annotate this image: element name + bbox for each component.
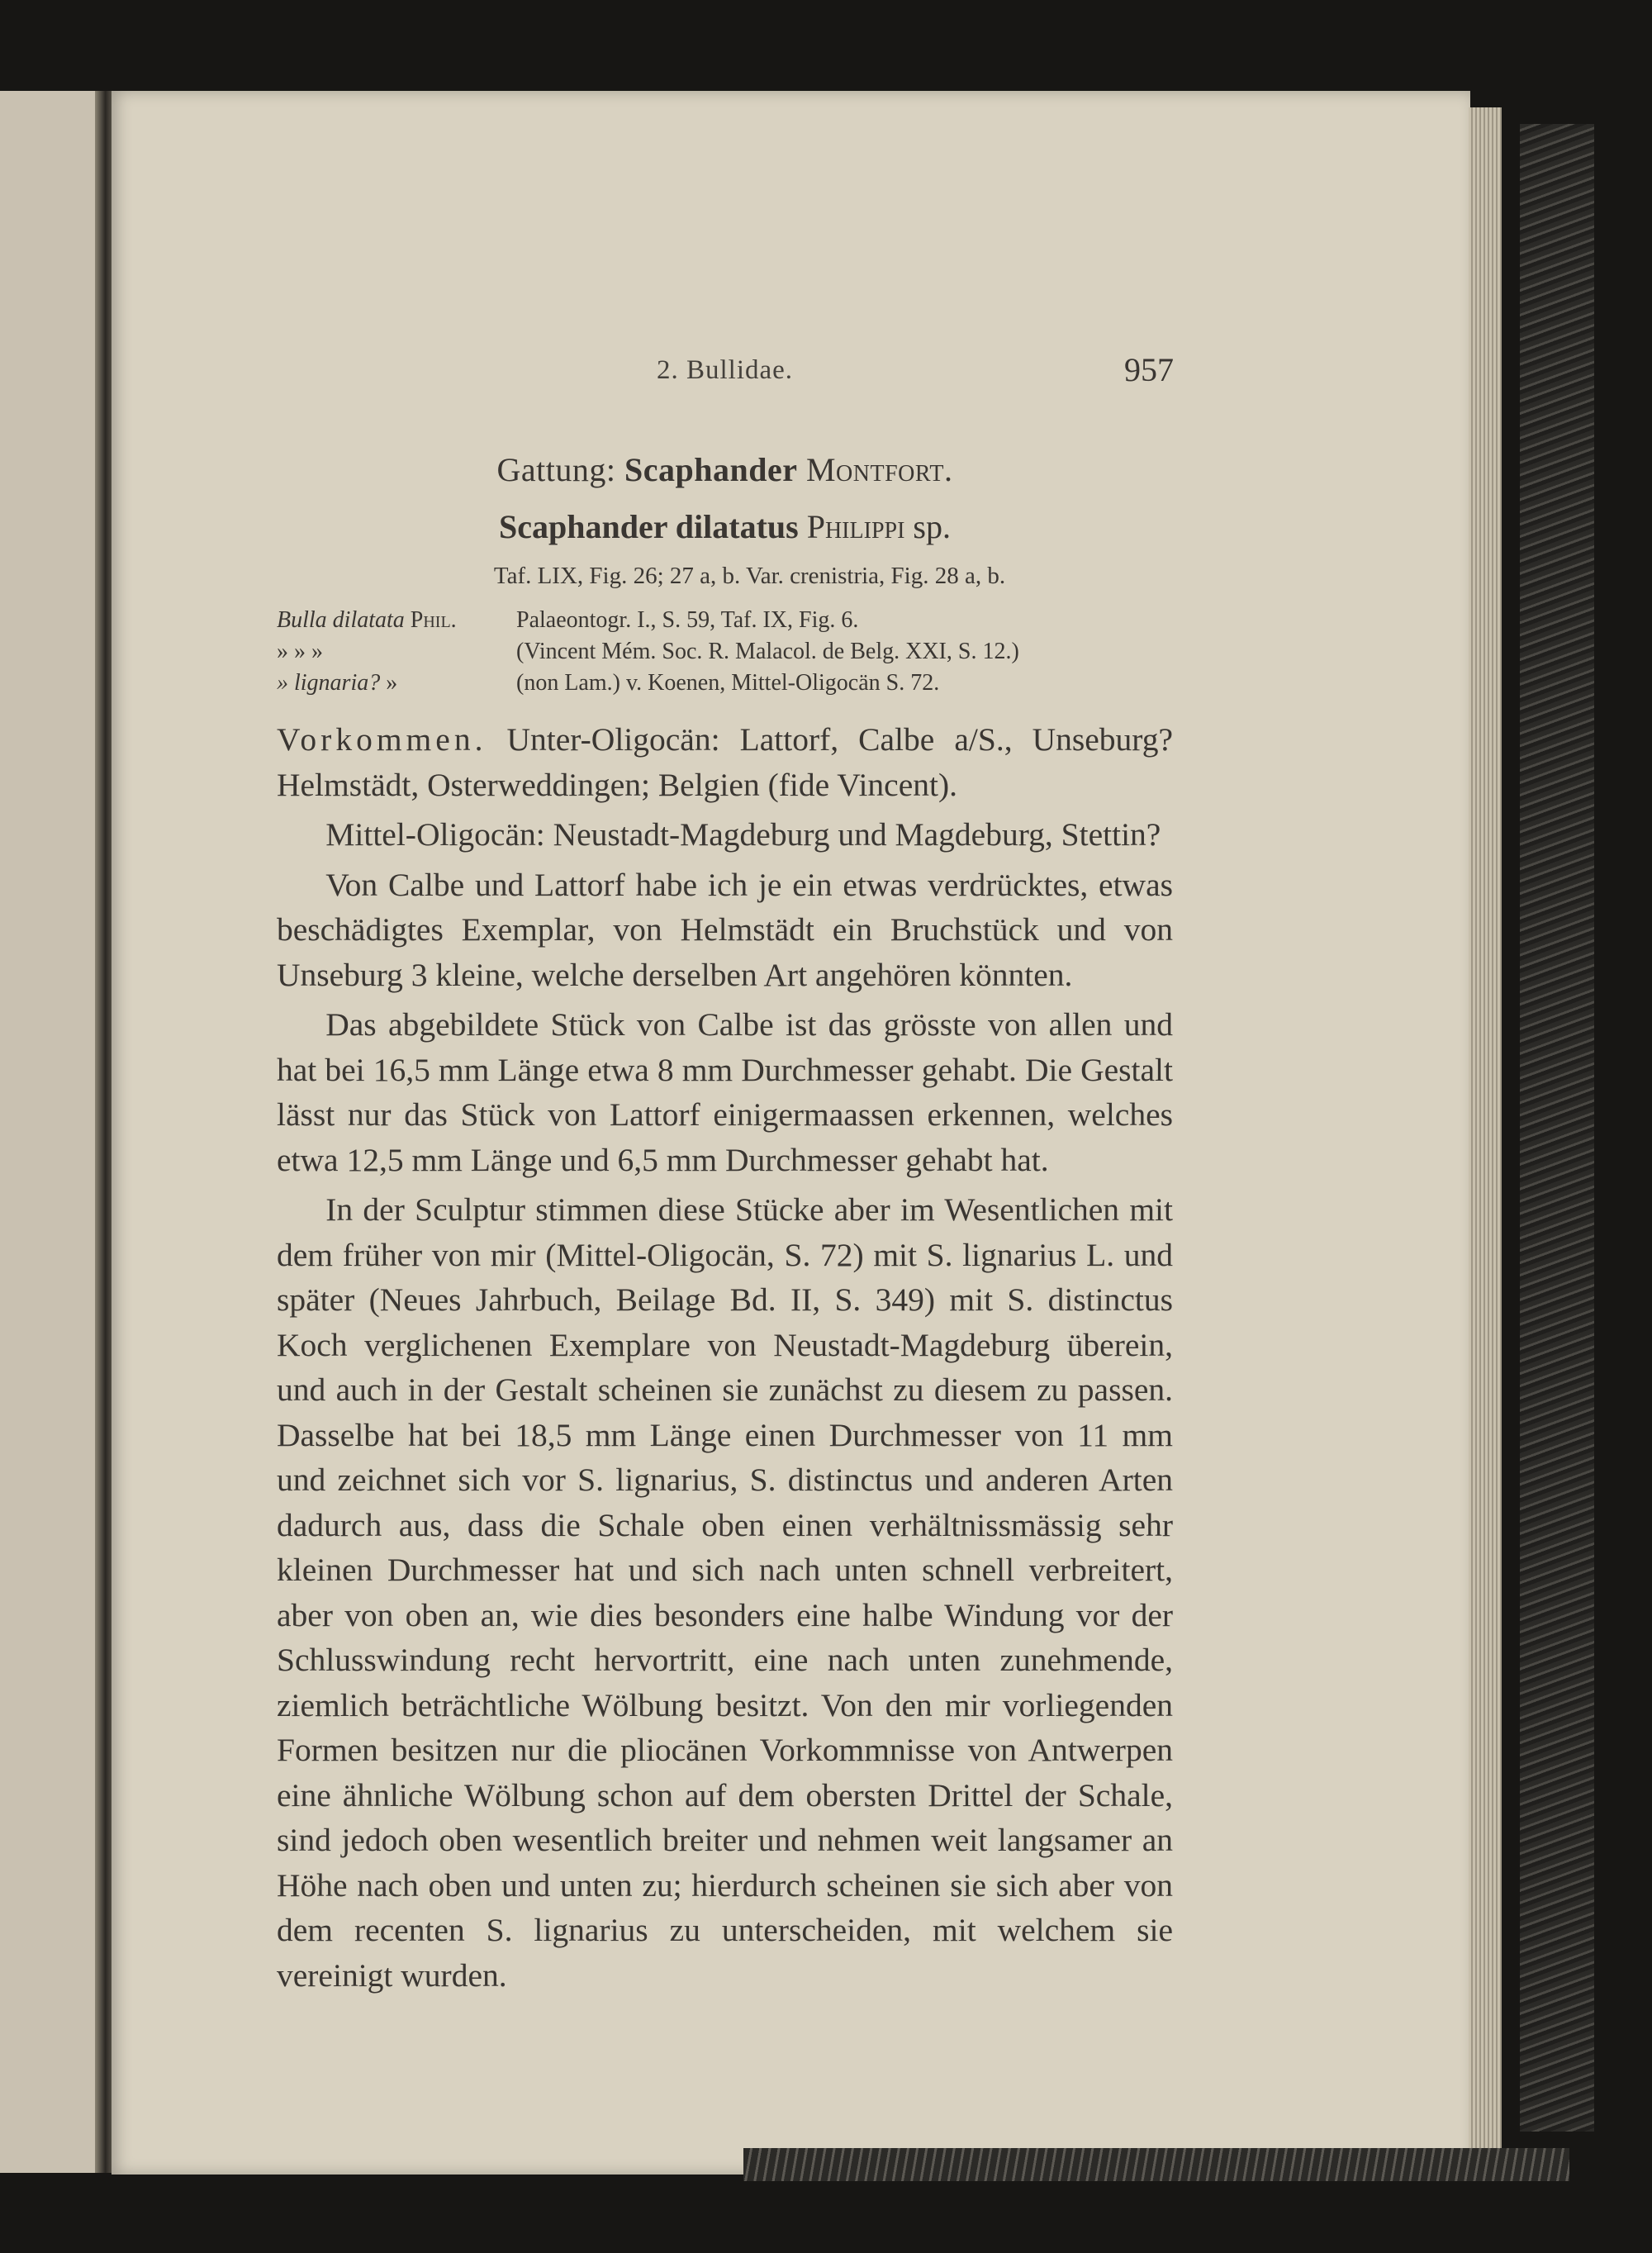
synonym-reference: Palaeontogr. I., S. 59, Taf. IX, Fig. 6. <box>516 607 859 633</box>
synonymy-row <box>277 668 1173 699</box>
body-text <box>277 717 1173 1998</box>
synonym-name: Bulla dilatata Phil. <box>277 607 457 633</box>
synonym-name: » » » <box>277 639 323 664</box>
book-cover-bottom <box>743 2148 1569 2181</box>
synonymy-row <box>277 636 1173 668</box>
page-number: 957 <box>1124 351 1174 388</box>
genus-prefix: Gattung: <box>496 451 616 488</box>
genus-author: Montfort. <box>805 451 953 488</box>
species-heading <box>277 507 1173 546</box>
plate-reference: Taf. LIX, Fig. 26; 27 a, b. Var. crenistria, Fig. 28 a, b. <box>493 563 1006 589</box>
running-head <box>277 351 1174 405</box>
paragraph: Von Calbe und Lattorf habe ich je ein etwas verdrücktes, etwas beschädigtes Exemplar, von Helmstädt ein Bruchstück und von Unseburg 3 kleine, welche derselben Art angehören könnten. <box>277 866 1173 993</box>
book-cover-right <box>1520 124 1594 2132</box>
paragraph: In der Sculptur stimmen diese Stücke aber im Wesentlichen mit dem früher von mir (Mittel-Oligocän, S. 72) mit S. lignarius L. und später (Neues Jahrbuch, Beilage Bd. II, S. 349) mit S. distinctus Koch verglichenen Exemplare von Neustadt-Magdeburg überein, und auch in der Gestalt scheinen sie zunächst zu diesem zu passen. Dasselbe hat bei 18,5 mm Länge einen Durchmesser von 11 mm und zeichnet sich vor S. lignarius, S. distinctus und anderen Arten dadurch aus, dass die Schale oben einen verhältnissmässig sehr kleinen Durchmesser hat und sich nach unten schnell verbreitert, aber von oben an, wie dies besonders eine halbe Windung vor der Schlusswindung recht hervortritt, eine nach unten zunehmende, ziemlich beträchtliche Wölbung besitzt. Von den mir vorliegenden Formen besitzen nur die pliocänen Vorkommnisse von Antwerpen eine ähnliche Wölbung schon auf dem obersten Drittel der Schale, sind jedoch oben wesentlich breiter und nehmen weit langsamer an Höhe nach oben und unten zu; hierdurch scheinen sie sich aber von dem recenten S. lignarius zu unterscheiden, mit welchem sie vereinigt wurden. <box>277 1191 1173 1994</box>
synonym-name: » lignaria? » <box>277 670 398 696</box>
synonym-reference: (Vincent Mém. Soc. R. Malacol. de Belg. XXI, S. 12.) <box>516 639 1019 664</box>
occurrence-text: Unter-Oligocän: Lattorf, Calbe a/S., Unseburg? Helmstädt, Osterweddingen; Belgien (fide Vincent). <box>277 721 1174 803</box>
occurrence-label: Vorkommen. <box>277 721 487 758</box>
paragraph-occurrence <box>277 717 1173 807</box>
page-block-edges <box>1469 107 1502 2156</box>
synonym-reference: (non Lam.) v. Koenen, Mittel-Oligocän S. 72. <box>516 670 940 696</box>
synonymy-list <box>277 605 1173 699</box>
paragraph: Das abgebildete Stück von Calbe ist das grösste von allen und hat bei 16,5 mm Länge etwa 8 mm Durchmesser gehabt. Die Gestalt lässt nur das Stück von Lattorf einigermaassen erkennen, welches etwa 12,5 mm Länge und 6,5 mm Durchmesser gehabt hat. <box>277 1006 1173 1178</box>
genus-heading <box>277 450 1173 489</box>
species-suffix: sp. <box>913 508 951 545</box>
species-author: Philippi <box>806 508 905 545</box>
page-content <box>277 351 1174 2003</box>
species-name: Scaphander dilatatus <box>499 508 799 545</box>
left-page-edge <box>0 91 106 2173</box>
paragraph: Mittel-Oligocän: Neustadt-Magdeburg und Magdeburg, Stettin? <box>325 816 1161 853</box>
section-label: 2. Bullidae. <box>656 355 794 385</box>
synonymy-row <box>277 605 1173 636</box>
genus-name: Scaphander <box>624 451 798 488</box>
